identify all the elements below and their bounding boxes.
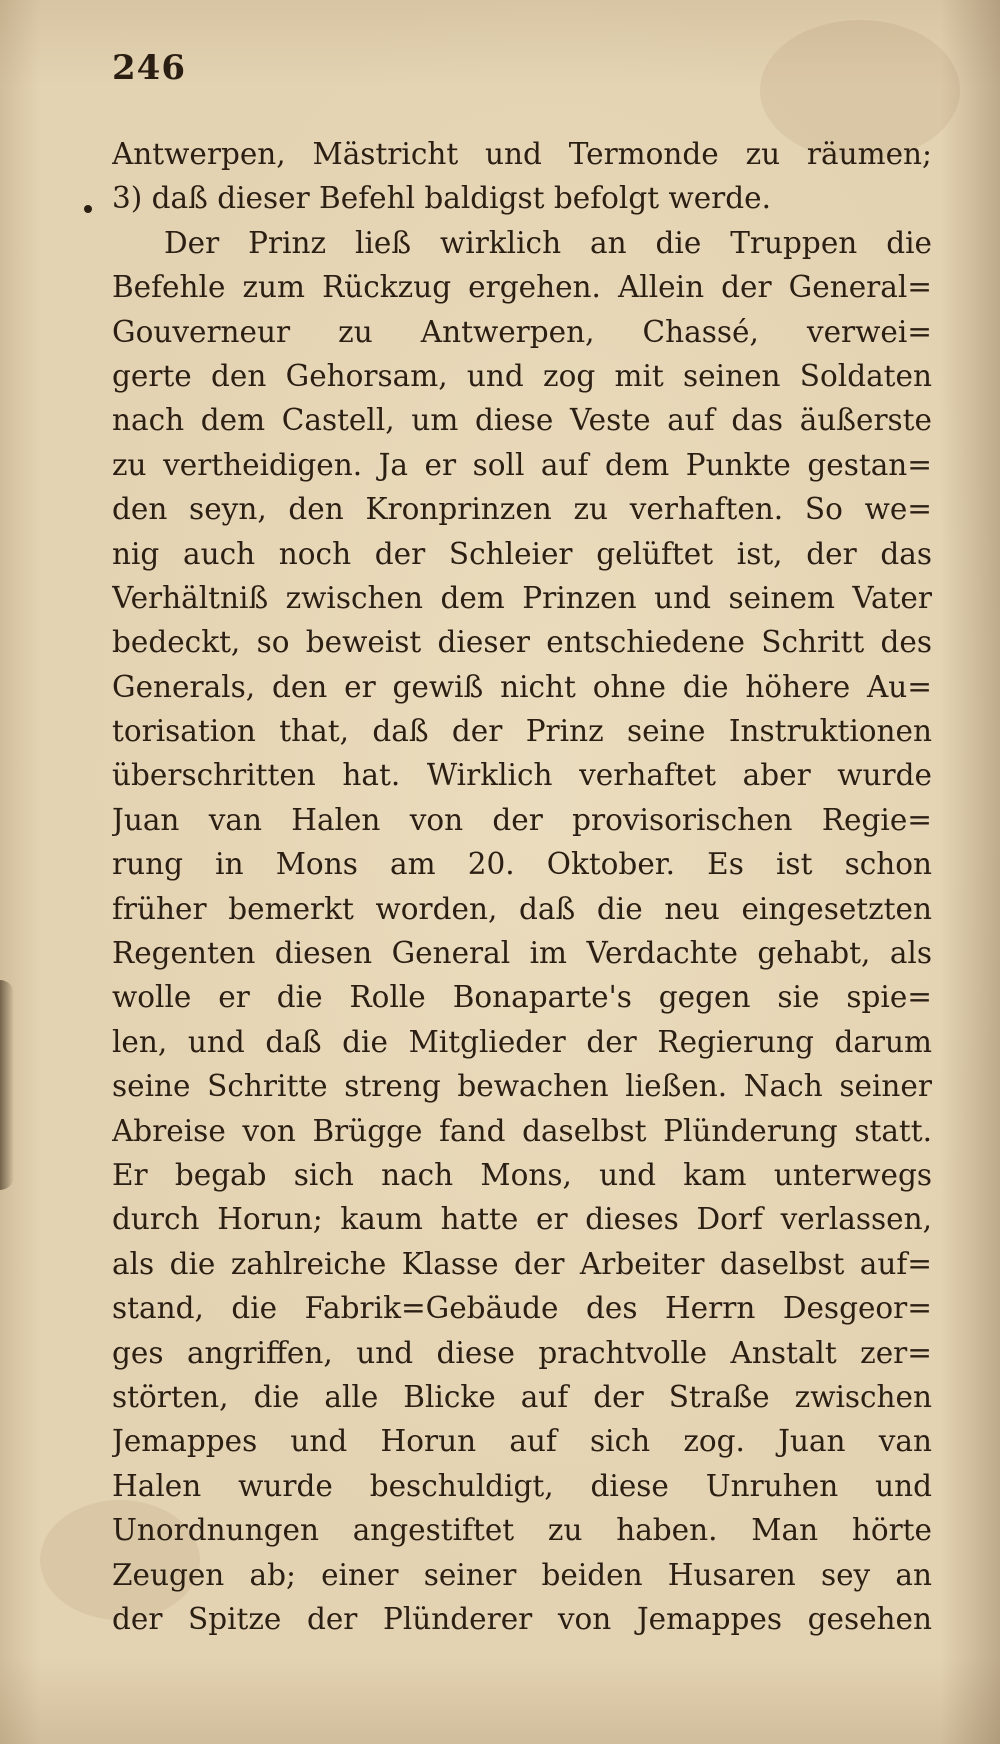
text-line: den seyn, den Kronprinzen zu verhaften. So we= bbox=[112, 492, 932, 527]
text-line: störten, die alle Blicke auf der Straße zwischen bbox=[112, 1379, 932, 1414]
text-line: zu vertheidigen. Ja er soll auf dem Punkte gestan= bbox=[112, 447, 932, 482]
text-line: nach dem Castell, um diese Veste auf das äußerste bbox=[112, 403, 932, 438]
text-line: Der Prinz ließ wirklich an die Truppen die bbox=[164, 225, 932, 260]
text-line: seine Schritte streng bewachen ließen. Nach seiner bbox=[112, 1069, 932, 1104]
text-line: wolle er die Rolle Bonaparte's gegen sie spie= bbox=[112, 980, 932, 1015]
text-line: überschritten hat. Wirklich verhaftet aber wurde bbox=[112, 758, 932, 793]
text-line: stand, die Fabrik=Gebäude des Herrn Desgeor= bbox=[112, 1291, 932, 1326]
text-line: Befehle zum Rückzug ergehen. Allein der General= bbox=[112, 270, 932, 305]
text-line: früher bemerkt worden, daß die neu eingesetzten bbox=[112, 891, 932, 926]
text-line: Juan van Halen von der provisorischen Regie= bbox=[112, 802, 932, 837]
text-line: Generals, den er gewiß nicht ohne die höhere Au= bbox=[112, 669, 932, 704]
text-line: Regenten diesen General im Verdachte gehabt, als bbox=[112, 936, 932, 971]
text-line: Zeugen ab; einer seiner beiden Husaren sey an bbox=[112, 1557, 932, 1592]
text-line: nig auch noch der Schleier gelüftet ist, der das bbox=[112, 536, 932, 571]
text-line: torisation that, daß der Prinz seine Instruktionen bbox=[112, 714, 932, 749]
text-line: bedeckt, so beweist dieser entschiedene Schritt des bbox=[112, 625, 932, 660]
text-line: rung in Mons am 20. Oktober. Es ist schon bbox=[112, 847, 932, 882]
text-line: len, und daß die Mitglieder der Regierung darum bbox=[112, 1024, 932, 1059]
text-line: durch Horun; kaum hatte er dieses Dorf verlassen, bbox=[112, 1202, 932, 1237]
text-line: Jemappes und Horun auf sich zog. Juan van bbox=[112, 1424, 932, 1459]
body-text bbox=[112, 132, 932, 1641]
text-line: 3) daß dieser Befehl baldigst befolgt werde. bbox=[112, 181, 771, 216]
ink-mark bbox=[84, 205, 92, 213]
text-line: als die zahlreiche Klasse der Arbeiter daselbst auf= bbox=[112, 1246, 932, 1281]
text-line: ges angriffen, und diese prachtvolle Anstalt zer= bbox=[112, 1335, 932, 1370]
text-line: Antwerpen, Mästricht und Termonde zu räumen; bbox=[112, 137, 932, 171]
page-number: 246 bbox=[112, 48, 186, 88]
text-line: der Spitze der Plünderer von Jemappes gesehen bbox=[112, 1601, 932, 1636]
text-line: Abreise von Brügge fand daselbst Plünderung statt. bbox=[112, 1113, 932, 1148]
text-line: Gouverneur zu Antwerpen, Chassé, verwei= bbox=[112, 314, 932, 349]
text-line: Halen wurde beschuldigt, diese Unruhen und bbox=[112, 1468, 932, 1503]
text-line: Er begab sich nach Mons, und kam unterwegs bbox=[112, 1157, 932, 1192]
text-line: Verhältniß zwischen dem Prinzen und seinem Vater bbox=[112, 580, 932, 615]
text-line: gerte den Gehorsam, und zog mit seinen Soldaten bbox=[112, 358, 932, 393]
binding-shadow bbox=[0, 980, 14, 1190]
text-line: Unordnungen angestiftet zu haben. Man hörte bbox=[112, 1513, 932, 1548]
